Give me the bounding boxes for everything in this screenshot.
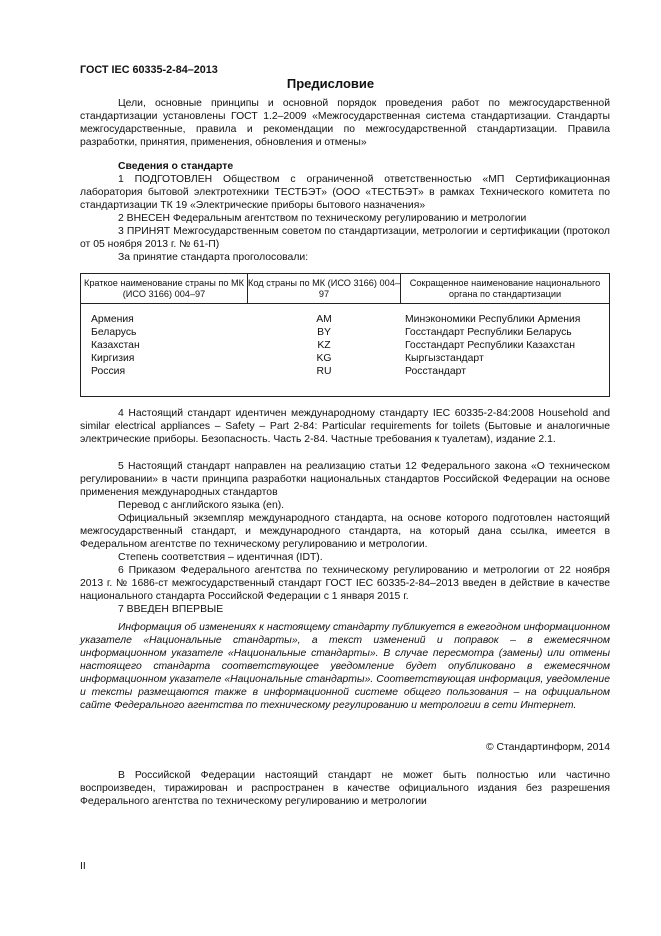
- item-7-first-introduced: 7 ВВЕДЕН ВПЕРВЫЕ: [118, 604, 224, 615]
- table-column-codes: [253, 313, 395, 378]
- info-heading: Сведения о стандарте: [118, 161, 234, 172]
- table-header-country: Краткое наименование страны по МК (ИСО 3166) 004–97: [83, 277, 245, 299]
- official-copy-note: Официальный экземпляр международного стандарта, на основе которого подготовлен настоящий межгосударственный стандарт, и международного стандарта, на который дана ссылка, имеется в Федеральном агентстве по техническому регулированию и метрологии.: [80, 513, 610, 550]
- table-header-body: Сокращенное наименование национального органа по стандартизации: [409, 277, 601, 299]
- table-cell-body: Росстандарт: [405, 366, 466, 377]
- document-code: ГОСТ IEC 60335-2-84–2013: [80, 64, 218, 76]
- item-3-adopted: 3 ПРИНЯТ Межгосударственным советом по стандартизации, метрологии и сертификации (протокол от 05 ноября 2013 г. № 61-П): [80, 226, 610, 250]
- translation-note: Перевод с английского языка (en).: [118, 500, 285, 511]
- table-cell-country: Армения: [91, 314, 134, 325]
- changes-notice: Информация об изменениях к настоящему стандарту публикуется в ежегодном информационном указателе «Национальные стандарты», а текст изменений и поправок – в ежемесячном информационном указателе «Национальные стандарты». В случае пересмотра (замены) или отмены настоящего стандарта соответствующее уведомление будет опубликовано в ежемесячном информационном указателе «Национальные стандарты». Соответствующая информация, уведомление и тексты размещаются также в информационной системе общего пользования – на официальном сайте Федерального агентства по техническому регулированию и метрологии в сети Интернет.: [80, 622, 610, 711]
- page-title: Предисловие: [286, 76, 375, 91]
- voted-label: За принятие стандарта проголосовали:: [118, 252, 309, 263]
- item-5-purpose: 5 Настоящий стандарт направлен на реализацию статьи 12 Федерального закона «О техническом регулировании» в части принципа разработки национальных стандартов Российской Федерации на основе применения международных стандартов: [80, 461, 610, 498]
- table-cell-country: Казахстан: [91, 340, 140, 351]
- table-column-bodies: [405, 313, 580, 378]
- table-cell-body: Госстандарт Республики Беларусь: [405, 327, 572, 338]
- table-cell-country: Киргизия: [91, 353, 135, 364]
- table-cell-body: Минэкономики Республики Армения: [405, 314, 581, 325]
- table-cell-code: RU: [316, 366, 332, 377]
- conformity-degree: Степень соответствия – идентичная (IDT).: [118, 552, 323, 563]
- table-cell-code: KG: [316, 353, 332, 364]
- table-column-countries: [91, 313, 140, 378]
- table-cell-country: Россия: [91, 366, 126, 377]
- item-6-order: 6 Приказом Федерального агентства по техническому регулированию и метрологии от 22 ноября 2013 г. № 1686-ст межгосударственный стандарт ГОСТ IEC 60335-2-84–2013 введен в действие в качестве национального стандарта Российской Федерации с 1 января 2015 г.: [80, 565, 610, 602]
- table-cell-code: AM: [316, 314, 332, 325]
- page-number: II: [80, 861, 86, 872]
- item-1-prepared: 1 ПОДГОТОВЛЕН Обществом с ограниченной ответственностью «МП Сертификационная лаборатория бытовой электротехники ТЕСТБЭТ» (ООО «ТЕСТБЭТ» в рамках Технического комитета по стандартизации ТК 19 «Электрические приборы бытового назначения»: [80, 174, 610, 211]
- table-header-rule: [81, 303, 609, 304]
- item-4-identical: 4 Настоящий стандарт идентичен международному стандарту IEC 60335-2-84:2008 Household and similar electrical appliances – Safety – Part 2-84: Particular requirements for toilets (Бытовые и аналогичные электрические приборы. Безопасность. Часть 2-84. Частные требования к туалетам), издание 2.1.: [80, 408, 610, 445]
- rights-notice: В Российской Федерации настоящий стандарт не может быть полностью или частично воспроизведен, тиражирован и распространен в качестве официального издания без разрешения Федерального агентства по техническому регулированию и метрологии: [80, 770, 610, 807]
- table-cell-country: Беларусь: [91, 327, 137, 338]
- table-cell-code: KZ: [317, 340, 331, 351]
- item-2-introduced: 2 ВНЕСЕН Федеральным агентством по техническому регулированию и метрологии: [118, 213, 527, 224]
- intro-paragraph: Цели, основные принципы и основной порядок проведения работ по межгосударственной стандартизации установлены ГОСТ 1.2–2009 «Межгосударственная система стандартизации. Стандарты межгосударственные, правила и рекомендации по межгосударственной стандартизации. Правила разработки, принятия, применения, обновления и отмены»: [80, 98, 610, 148]
- table-cell-body: Госстандарт Республики Казахстан: [405, 340, 575, 351]
- table-cell-body: Кыргызстандарт: [405, 353, 484, 364]
- copyright-line: © Стандартинформ, 2014: [485, 742, 610, 753]
- table-cell-code: BY: [317, 327, 331, 338]
- countries-table: [80, 273, 610, 397]
- table-header-code: Код страны по МК (ИСО 3166) 004–97: [248, 277, 400, 299]
